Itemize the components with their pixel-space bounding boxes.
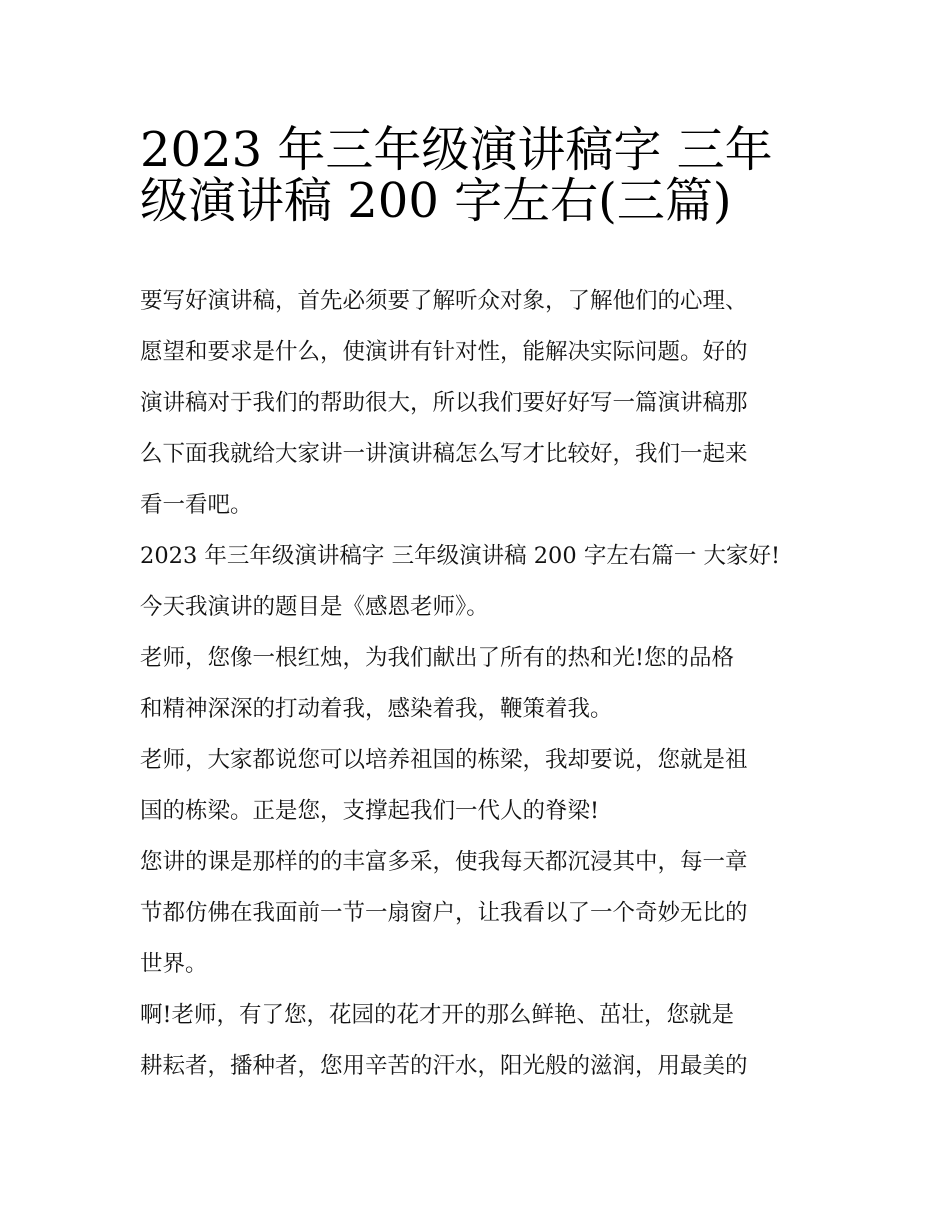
title-line-2: 级演讲稿 200 字左右(三篇)	[140, 173, 732, 229]
document-title	[140, 112, 820, 229]
body-line: 和精神深深的打动着我，感染着我，鞭策着我。	[140, 696, 613, 722]
body-line: 老师，大家都说您可以培养祖国的栋梁，我却要说，您就是祖	[140, 747, 748, 773]
body-line: 愿望和要求是什么，使演讲有针对性，能解决实际问题。好的	[140, 339, 748, 365]
document-body	[140, 276, 820, 1092]
body-line: 节都仿佛在我面前一节一扇窗户，让我看以了一个奇妙无比的	[140, 900, 748, 926]
title-line-1: 2023 年三年级演讲稿字 三年	[140, 122, 773, 178]
body-line: 老师，您像一根红烛，为我们献出了所有的热和光!您的品格	[140, 645, 735, 671]
body-line: 国的栋梁。正是您，支撑起我们一代人的脊梁!	[140, 798, 600, 824]
body-line: 看一看吧。	[140, 492, 253, 518]
body-line: 要写好演讲稿，首先必须要了解听众对象，了解他们的心理、	[140, 288, 748, 314]
body-line: 耕耘者，播种者，您用辛苦的汗水，阳光般的滋润，用最美的	[140, 1053, 748, 1079]
body-line: 演讲稿对于我们的帮助很大，所以我们要好好写一篇演讲稿那	[140, 390, 748, 416]
body-line: 您讲的课是那样的的丰富多采，使我每天都沉浸其中，每一章	[140, 849, 748, 875]
body-line: 今天我演讲的题目是《感恩老师》。	[140, 594, 489, 620]
body-line: 2023 年三年级演讲稿字 三年级演讲稿 200 字左右篇一 大家好!	[140, 543, 781, 569]
body-line: 啊!老师，有了您，花园的花才开的那么鲜艳、茁壮，您就是	[140, 1002, 735, 1028]
body-line: 么下面我就给大家讲一讲演讲稿怎么写才比较好，我们一起来	[140, 441, 748, 467]
body-line: 世界。	[140, 951, 208, 977]
